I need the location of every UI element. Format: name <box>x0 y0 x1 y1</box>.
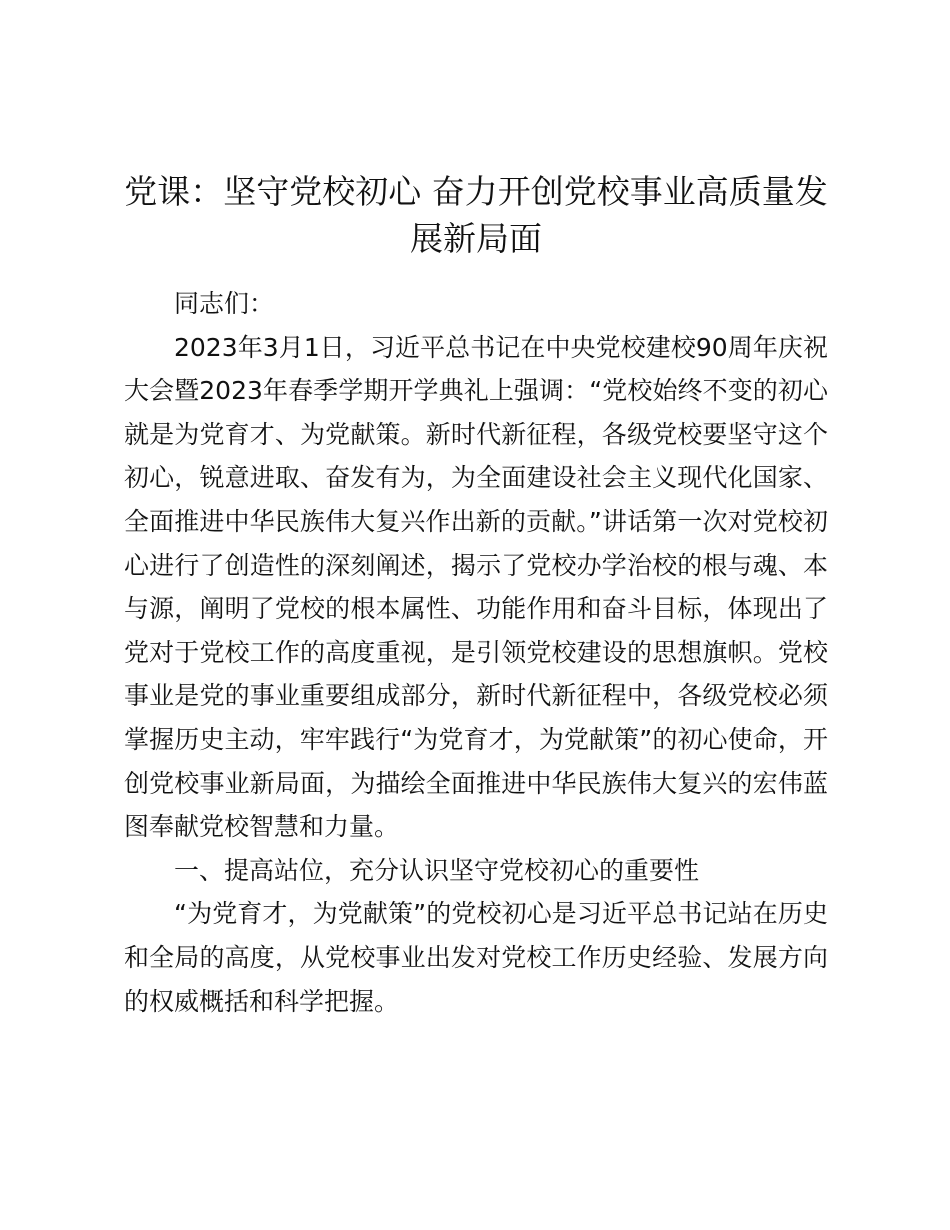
document-body <box>124 282 828 1023</box>
paragraph-1: 2023年3月1日，习近平总书记在中央党校建校90周年庆祝大会暨2023年春季学期开学典礼上强调：“党校始终不变的初心就是为党育才、为党献策。新时代新征程，各级党校要坚守这个初心，锐意进取、奋发有为，为全面建设社会主义现代化国家、全面推进中华民族伟大复兴作出新的贡献。”讲话第一次对党校初心进行了创造性的深刻阐述，揭示了党校办学治校的根与魂、本与源，阐明了党校的根本属性、功能作用和奋斗目标，体现出了党对于党校工作的高度重视，是引领党校建设的思想旗帜。党校事业是党的事业重要组成部分，新时代新征程中，各级党校必须掌握历史主动，牢牢践行“为党育才，为党献策”的初心使命，开创党校事业新局面，为描绘全面推进中华民族伟大复兴的宏伟蓝图奉献党校智慧和力量。 <box>124 332 828 842</box>
greeting: 同志们： <box>174 289 275 318</box>
section-heading-1: 一、提高站位，充分认识坚守党校初心的重要性 <box>174 855 700 885</box>
paragraph-2: “为党育才，为党献策”的党校初心是习近平总书记站在历史和全局的高度，从党校事业出发对党校工作历史经验、发展方向的权威概括和科学把握。 <box>124 899 828 1016</box>
document-title: 党课：坚守党校初心 奋力开创党校事业高质量发展新局面 <box>124 172 828 258</box>
